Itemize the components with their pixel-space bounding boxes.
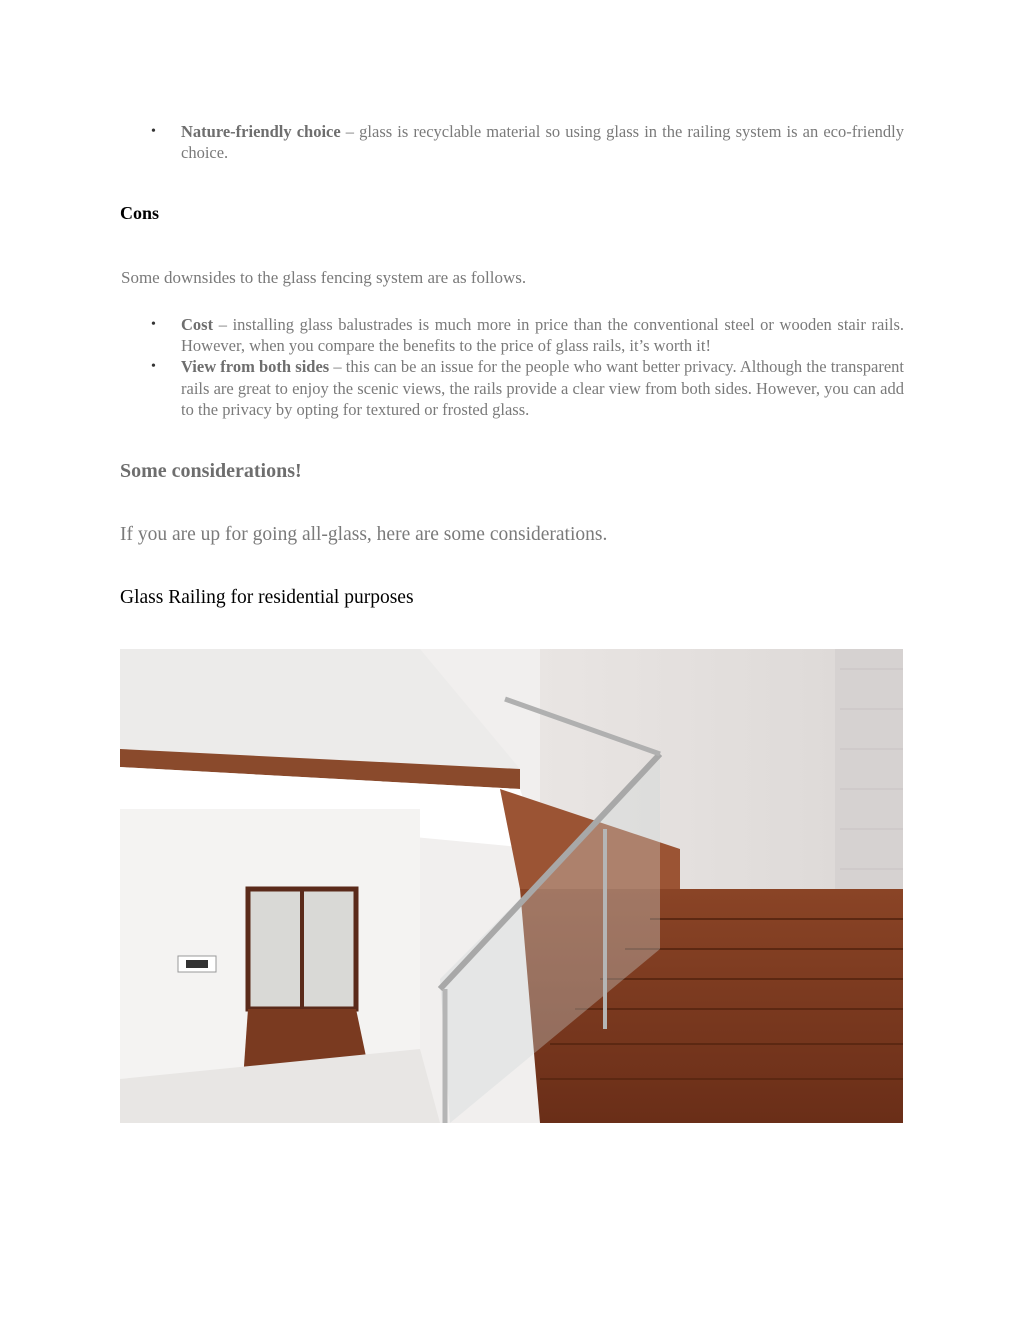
list-item (120, 121, 904, 163)
considerations-intro: If you are up for going all-glass, here are some considerations. (120, 524, 608, 545)
bullet-term: View from both sides (181, 357, 330, 377)
residential-subheading: Glass Railing for residential purposes (120, 587, 414, 608)
list-item (120, 356, 904, 420)
bullet-text: – installing glass balustrades is much more in price than the conventional steel or wooden stair rails. However, when you compare the benefits to the price of glass rails, it’s worth it! (181, 315, 904, 356)
bullet-term: Nature-friendly choice (181, 122, 341, 141)
cons-heading: Cons (120, 203, 160, 223)
bullet-term: Cost (181, 315, 214, 334)
bullet-list-pros (120, 121, 904, 163)
bullet-icon: • (151, 359, 156, 375)
bullet-icon: • (151, 317, 156, 332)
glass-railing-staircase-photo (120, 649, 903, 1123)
considerations-heading: Some considerations! (120, 460, 302, 482)
list-item (120, 314, 904, 356)
bullet-icon: • (151, 124, 156, 139)
bullet-list-cons (120, 314, 904, 420)
bullet-text: – this can be an issue for the people who want better privacy. Although the transparent rails are great to enjoy the scenic views, the rails provide a clear view from both sides. However, you can add to the privacy by opting for textured or frosted glass. (181, 357, 904, 419)
cons-intro: Some downsides to the glass fencing system are as follows. (121, 268, 527, 287)
bullet-text: – glass is recyclable material so using glass in the railing system is an eco-friendly choice. (181, 122, 904, 163)
